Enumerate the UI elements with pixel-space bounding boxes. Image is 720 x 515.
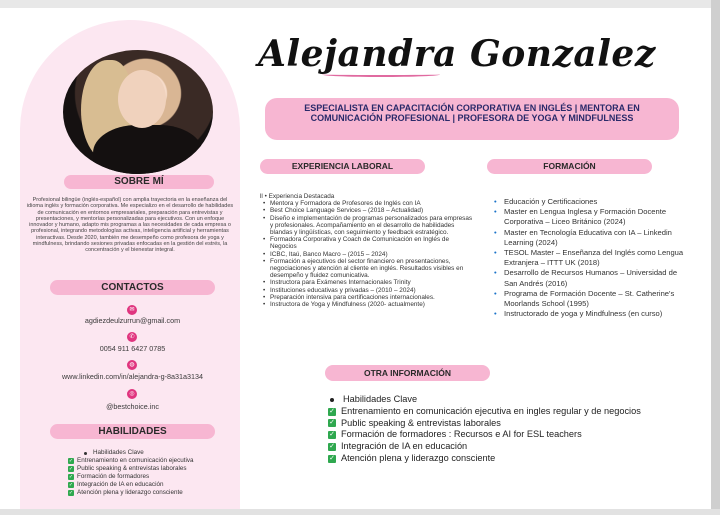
skill-item-text: Entrenamiento en comunicación ejecutiva <box>77 457 194 464</box>
phone-icon: ✆ <box>127 332 137 342</box>
skill-item-text: Atención plena y liderazgo consciente <box>77 489 183 496</box>
education-heading: FORMACIÓN <box>487 159 652 174</box>
list-item: • Educación y Certificaciones <box>490 197 685 207</box>
profile-photo <box>63 50 213 174</box>
list-item: • Diseño e implementación de programas personalizados para empresas y profesionales. Acompañamiento en el desarrollo de habilidades blandas y lingüísticas, con seguimiento y feedback estratégico. <box>258 215 473 237</box>
contact-phone[interactable]: 0054 911 6427 0785 <box>99 344 166 353</box>
skill-item-text: Formación de formadores <box>77 473 150 480</box>
other-info-list <box>328 394 688 465</box>
list-item: • TESOL Master – Enseñanza del Inglés como Lengua Extranjera – ITTT UK (2018) <box>490 248 685 268</box>
list-item: • Instructora para Exámenes Internacionales Trinity <box>258 279 473 286</box>
about-heading: SOBRE MÍ <box>64 175 214 189</box>
other-item-text: Integración de IA en educación <box>341 441 468 452</box>
viewer-scrollbar[interactable] <box>711 0 720 515</box>
list-item: • Desarrollo de Recursos Humanos – Universidad de San Andrés (2016) <box>490 268 685 288</box>
list-item: • Mentora y Formadora de Profesores de Inglés con IA <box>258 200 473 207</box>
list-item: • Instructorado de yoga y Mindfulness (en curso) <box>490 309 685 319</box>
bullet-icon <box>84 452 87 455</box>
list-item: • Master en Tecnología Educativa con IA – Linkedin Learning (2024) <box>490 228 685 248</box>
list-item <box>68 465 218 473</box>
contact-company[interactable]: @bestchoice.inc <box>106 402 159 411</box>
education-list <box>490 197 685 319</box>
checkbox-icon: ✓ <box>329 407 335 415</box>
contact-linkedin[interactable]: www.linkedin.com/in/alejandra-g-8a31a3134 <box>61 372 204 381</box>
other-title-row <box>328 394 688 406</box>
other-title: Habilidades Clave <box>343 394 418 404</box>
other-item-text: Atención plena y liderazgo consciente <box>341 452 496 463</box>
other-item-text: Public speaking & entrevistas laborales <box>341 417 501 428</box>
experience-heading: EXPERIENCIA LABORAL <box>260 159 425 174</box>
list-item <box>328 418 688 430</box>
skill-item-text: Integración de IA en educación <box>77 481 164 488</box>
instagram-icon: ◎ <box>127 389 137 399</box>
envelope-icon: ✉ <box>127 305 137 315</box>
checkbox-icon: ✓ <box>68 490 74 496</box>
list-item: • Master en Lengua Inglesa y Formación Docente Corporativa – Liceo Británico (2024) <box>490 207 685 227</box>
headline-text: ESPECIALISTA EN CAPACITACIÓN CORPORATIVA EN INGLÉS | MENTORA EN COMUNICACIÓN PROFESIONAL | PROFESORA DE YOGA Y MINDFULNESS <box>304 103 640 123</box>
other-item-text: Entrenamiento en comunicación ejecutiva en ingles regular y de negocios <box>341 405 641 416</box>
list-item: • Best Choice Language Services – (2018 – Actualidad) <box>258 207 473 214</box>
list-item <box>328 441 688 453</box>
experience-list <box>258 193 473 308</box>
list-item: • Formadora Corporativa y Coach de Comunicación en Inglés de Negocios <box>258 236 473 250</box>
bullet-icon <box>330 398 334 402</box>
list-item <box>68 457 218 465</box>
checkbox-icon: ✓ <box>329 431 335 439</box>
contacts-heading: CONTACTOS <box>50 280 215 295</box>
viewer-top-bar <box>0 0 720 8</box>
list-item <box>68 481 218 489</box>
list-item: • Formación a ejecutivos del sector financiero en presentaciones, negociaciones y atención al cliente en inglés. Resultados visibles en desempeño y fluidez comunicativa. <box>258 258 473 280</box>
skills-title-row <box>68 449 218 457</box>
globe-icon: ◍ <box>127 360 137 370</box>
viewer-bottom-bar <box>0 509 720 515</box>
list-item: • Instructora de Yoga y Mindfulness (2020- actualmente) <box>258 301 473 308</box>
experience-first-line: Experiencia Destacada <box>268 193 335 200</box>
experience-list-title: ll • Experiencia Destacada <box>260 193 335 200</box>
checkbox-icon: ✓ <box>329 443 335 451</box>
list-item <box>328 406 688 418</box>
checkbox-icon: ✓ <box>68 458 74 464</box>
checkbox-icon: ✓ <box>329 419 335 427</box>
candidate-name: Alejandra Gonzalez <box>258 33 656 75</box>
skills-list <box>68 449 218 497</box>
skills-title: Habilidades Clave <box>93 449 144 456</box>
checkbox-icon: ✓ <box>329 454 335 462</box>
other-item-text: Formación de formadores : Recursos e AI for ESL teachers <box>341 429 582 440</box>
checkbox-icon: ✓ <box>68 466 74 472</box>
about-text: Profesional bilingüe (inglés-español) con amplia trayectoria en la enseñanza del idioma inglés y formación corporativa. Me especializo en el desarrollo de habilidades de comunicación en entornos empresariales, preparación para entrevistas y presentaciones, y mentorías personalizadas para ejecutivos. Con un enfoque innovador y humano, adapto mis programas a las necesidades de cada empresa o profesional, integrando metodologías activas, inteligencia artificial y herramientas interactivas. Desde 2020, también me desempeño como profesora de yoga y mindfulness, brindando sesiones privadas enfocadas en la gestión del estrés, la concentración y el bienestar integral. <box>26 197 234 254</box>
checkbox-icon: ✓ <box>68 482 74 488</box>
list-item: • Instituciones educativas y privadas – (2010 – 2024) <box>258 287 473 294</box>
list-item <box>328 429 688 441</box>
other-info-heading: OTRA INFORMACIÓN <box>325 365 490 381</box>
list-item: • Programa de Formación Docente – St. Catherine's Moorlands School (1995) <box>490 289 685 309</box>
skill-item-text: Public speaking & entrevistas laborales <box>77 465 187 472</box>
checkbox-icon: ✓ <box>68 474 74 480</box>
list-item <box>68 489 218 497</box>
list-item <box>328 453 688 465</box>
name-underline-decoration <box>322 72 440 77</box>
list-item: • Preparación intensiva para certificaciones internacionales. <box>258 294 473 301</box>
list-item <box>68 473 218 481</box>
contact-email[interactable]: agdiezdeulzurrun@gmail.com <box>84 316 181 325</box>
list-item: • ICBC, Itaú, Banco Macro – (2015 – 2024) <box>258 251 473 258</box>
skills-heading: HABILIDADES <box>50 424 215 439</box>
